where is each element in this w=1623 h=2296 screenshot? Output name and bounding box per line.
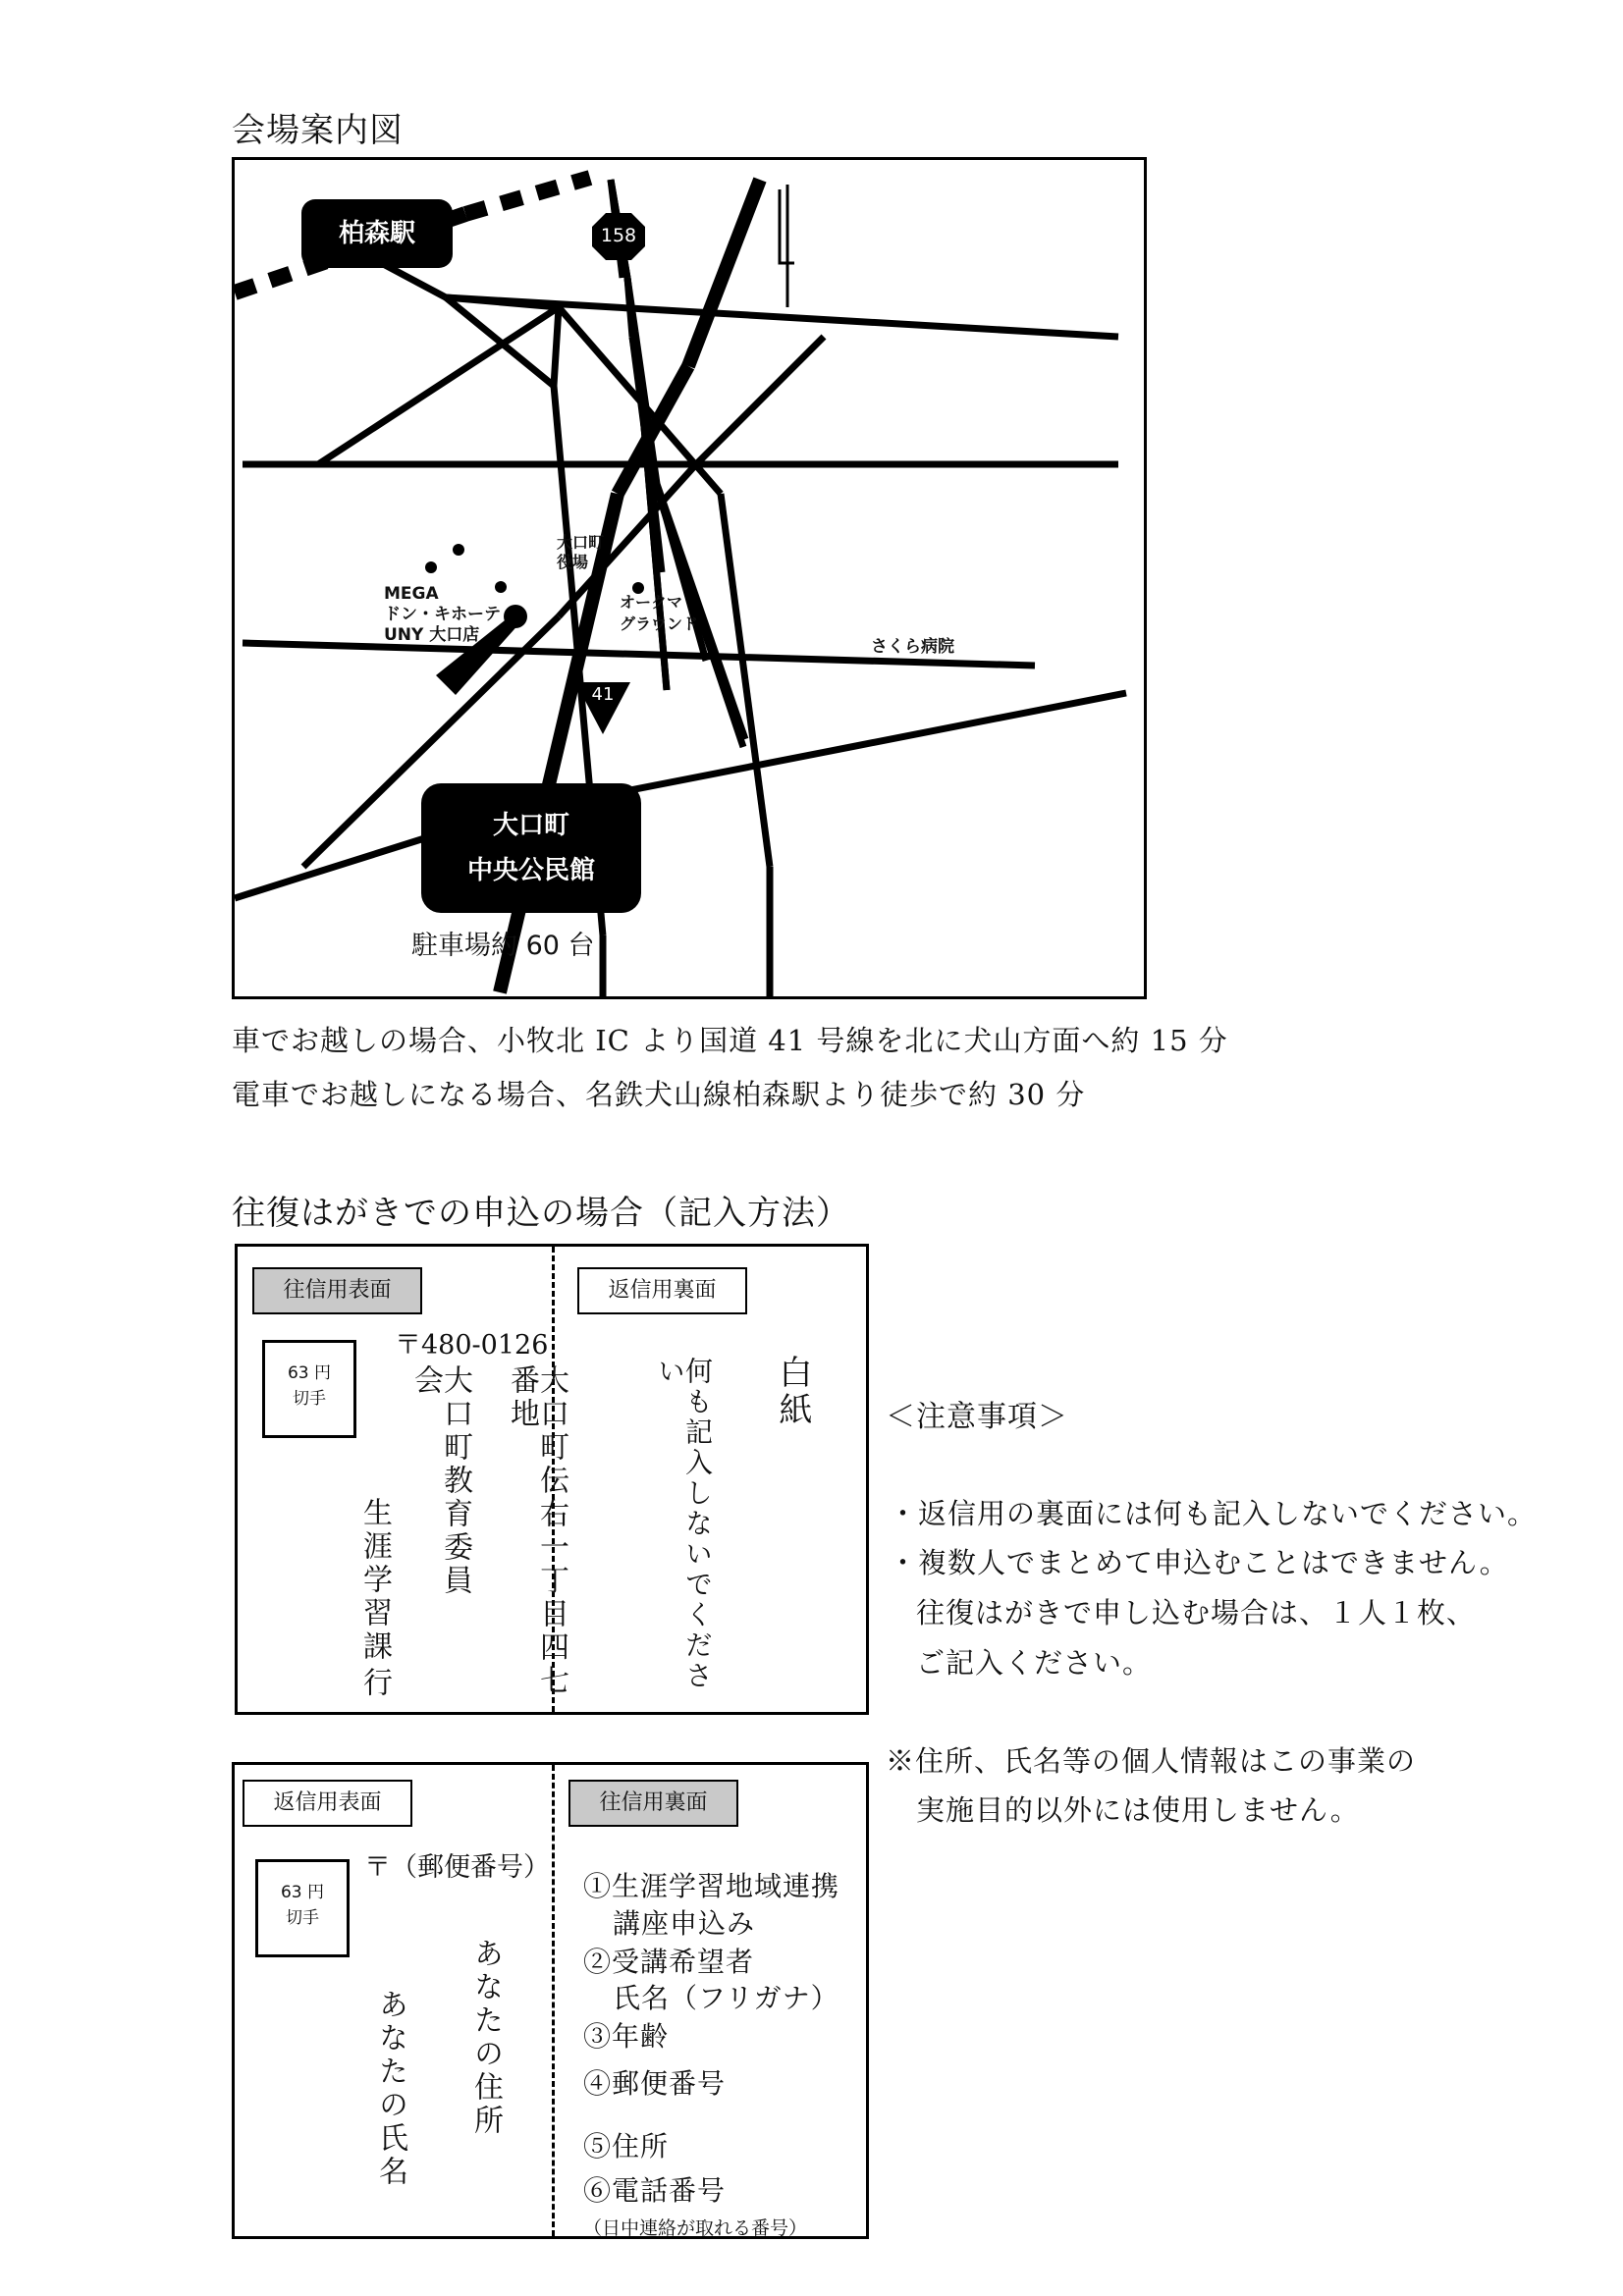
map-roads (235, 160, 1147, 999)
note-line-1: ・返信用の裏面には何も記入しないでください。 (889, 1497, 1538, 1530)
dept-text: 生涯学習課 (357, 1497, 392, 1664)
stamp-box: 63 円 切手 (262, 1340, 356, 1438)
list-item: ⑥電話番号 (583, 2174, 727, 2207)
note-line-4: ご記入ください。 (916, 1646, 1153, 1680)
stamp-box-2: 63 円 切手 (255, 1859, 350, 1957)
access-train: 電車でお越しになる場合、名鉄犬山線柏森駅より徒歩で約 30 分 (232, 1078, 1086, 1111)
route41-text: 41 (591, 684, 615, 705)
office-text: 大口町教育委員会 (408, 1364, 472, 1598)
mega-dot (425, 561, 437, 573)
venue-map (232, 157, 1147, 999)
list-item: 講座申込み (613, 1907, 756, 1940)
tag-reply-back: 返信用裏面 (577, 1267, 747, 1314)
your-name: あなたの氏名 (373, 1989, 407, 2189)
blank-text: 白紙 (773, 1355, 812, 1429)
tag-reply-front: 返信用表面 (243, 1780, 412, 1827)
town-hall-label: 大口町 役場 (557, 533, 605, 571)
list-item: ⑤住所 (583, 2130, 670, 2163)
list-item-note: （日中連絡が取れる番号） (583, 2217, 808, 2239)
map-heading: 会場案内図 (232, 111, 404, 150)
parking-label: 駐車場約 60 台 (411, 931, 595, 961)
hospital-label: さくら病院 (871, 637, 954, 657)
postcard-reply (232, 1762, 869, 2239)
list-item: 氏名（フリガナ） (613, 1982, 839, 2014)
list-item: ①生涯学習地域連携 (583, 1870, 840, 1902)
ground-label: オークマ グラウンド (620, 593, 699, 633)
access-car: 車でお越しの場合、小牧北 IC より国道 41 号線を北に犬山方面へ約 15 分 (232, 1024, 1228, 1057)
venue-label: 大口町 中央公民館 (421, 783, 641, 913)
your-address: あなたの住所 (468, 1938, 503, 2138)
station-label: 柏森駅 (301, 199, 453, 268)
no-write-text: 何も記入しないでください (654, 1357, 714, 1691)
address-text: 大口町伝右一丁目四七番地 (505, 1364, 568, 1698)
list-item: ④郵便番号 (583, 2067, 727, 2100)
tag-outgoing-back: 往信用裏面 (568, 1780, 738, 1827)
note-line-2: ・複数人でまとめて申込むことはできません。 (889, 1546, 1509, 1579)
card-divider-2 (552, 1765, 555, 2236)
tag-outgoing-front: 往信用表面 (252, 1267, 422, 1314)
postal-code: 〒480-0126 (395, 1330, 549, 1361)
privacy-line-2: 実施目的以外には使用しません。 (916, 1793, 1360, 1827)
yuki-text: 行 (357, 1667, 392, 1700)
postcard-outgoing (235, 1244, 869, 1715)
note-line-3: 往復はがきで申し込む場合は、１人１枚、 (916, 1596, 1477, 1629)
mega-label: MEGA ドン・キホーテ UNY 大口店 (384, 584, 501, 645)
route41-north (688, 180, 760, 366)
town-hall-dot (453, 544, 464, 556)
route158-text: 158 (600, 225, 637, 246)
postcard-heading: 往復はがきでの申込の場合（記入方法） (232, 1194, 850, 1233)
notes-title: ＜注意事項＞ (886, 1400, 1068, 1434)
road-d1 (318, 307, 559, 464)
postal-placeholder: 〒（郵便番号） (364, 1852, 550, 1883)
privacy-line-1: ※住所、氏名等の個人情報はこの事業の (886, 1744, 1417, 1778)
list-item: ②受講希望者 (583, 1946, 755, 1978)
list-item: ③年齢 (583, 2020, 670, 2053)
railway-line-2 (465, 178, 590, 214)
